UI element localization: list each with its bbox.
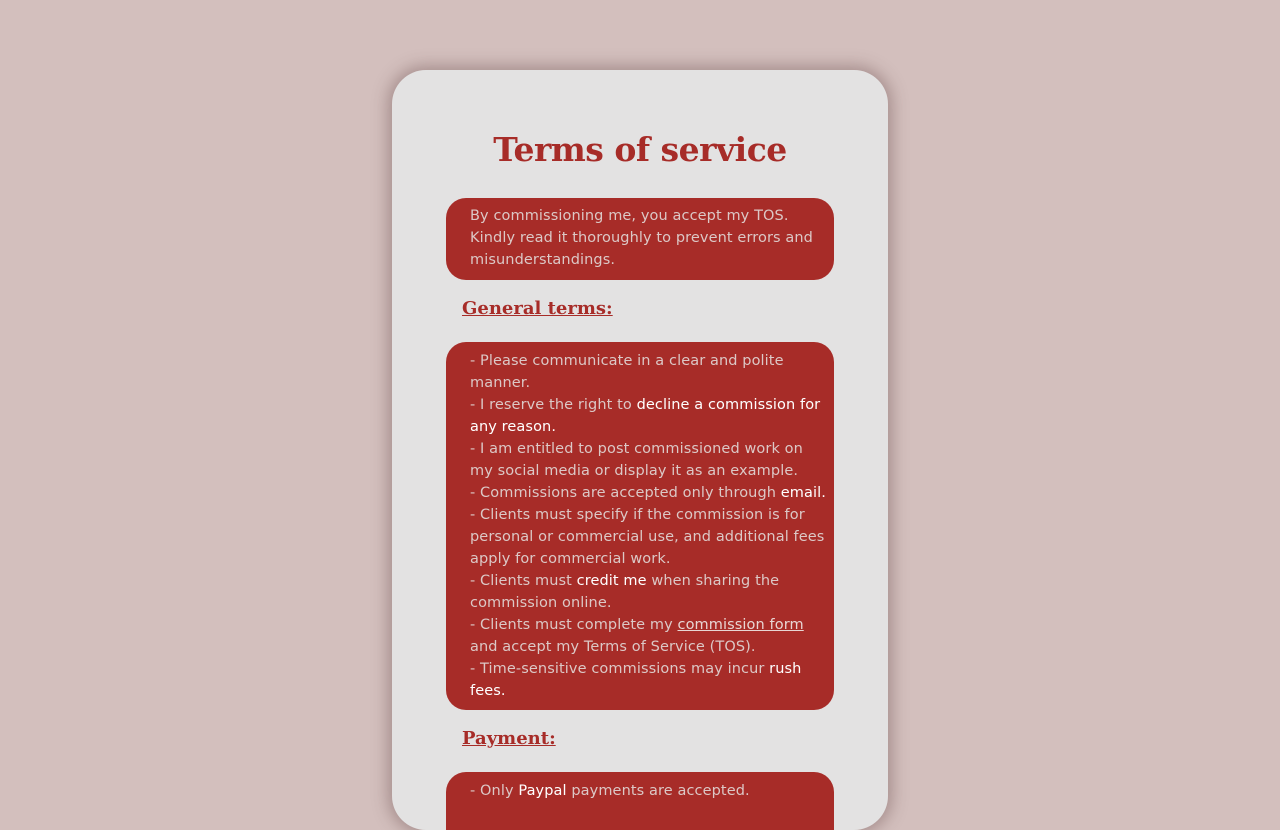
intro-box xyxy=(446,198,834,280)
tos-card xyxy=(392,70,888,830)
general-terms-box xyxy=(446,342,834,710)
list-item: - Clients must complete my commission form and accept my Terms of Service (TOS). xyxy=(470,617,804,655)
commission-form-link[interactable]: commission form xyxy=(677,617,804,633)
general-terms-heading: General terms: xyxy=(462,298,613,319)
page-title: Terms of service xyxy=(493,130,787,169)
highlight-text: decline a commission for any reason. xyxy=(470,397,821,435)
list-item: - Please communicate in a clear and polite manner. xyxy=(470,353,784,391)
list-item: - Clients must credit me when sharing the commission online. xyxy=(470,573,780,611)
payment-heading: Payment: xyxy=(462,728,556,749)
list-item: - Clients must specify if the commission is for personal or commercial use, and additional fees apply for commercial work. xyxy=(470,507,825,567)
list-item: - Commissions are accepted only through email. xyxy=(470,485,826,501)
highlight-text: credit me xyxy=(576,573,647,589)
highlight-text: Paypal xyxy=(518,783,567,799)
list-item: - Only Paypal payments are accepted. xyxy=(470,783,750,799)
payment-box xyxy=(446,772,834,830)
highlight-text: email. xyxy=(780,485,826,501)
intro-line-1: By commissioning me, you accept my TOS. xyxy=(470,208,789,224)
highlight-text: rush fees. xyxy=(470,661,802,699)
list-item: - I am entitled to post commissioned work on my social media or display it as an example. xyxy=(470,441,803,479)
intro-line-2: Kindly read it thoroughly to prevent errors and misunderstandings. xyxy=(470,230,813,268)
list-item: - I reserve the right to decline a commission for any reason. xyxy=(470,397,821,435)
list-item: - Time-sensitive commissions may incur rush fees. xyxy=(470,661,802,699)
